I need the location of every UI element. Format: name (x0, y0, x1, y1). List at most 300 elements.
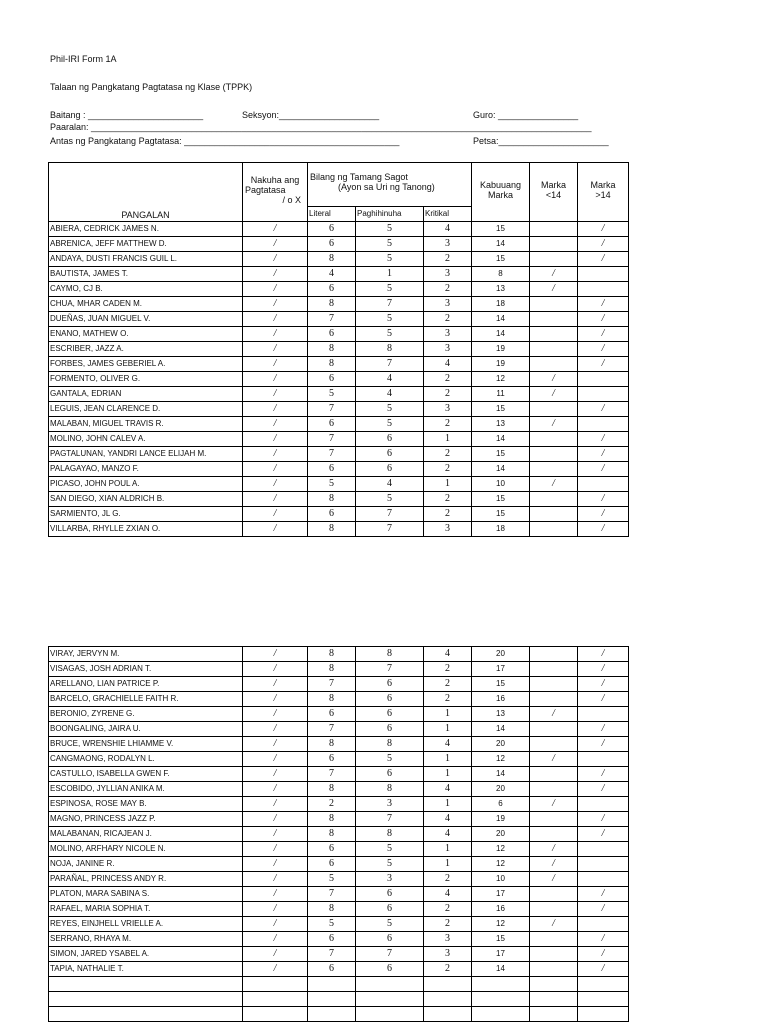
nakuha-mark: / (243, 767, 308, 782)
nakuha-mark: / (243, 737, 308, 752)
kabuuang-score: 10 (472, 477, 530, 492)
marka-lt14-mark: / (530, 797, 578, 812)
table-row (49, 977, 629, 992)
literal-score: 5 (308, 917, 356, 932)
kabuuang-score: 6 (472, 797, 530, 812)
kritikal-score: 2 (424, 447, 472, 462)
kabuuang-score: 12 (472, 857, 530, 872)
student-name: MALABANAN, RICAJEAN J. (49, 827, 243, 842)
kabuuang-score: 15 (472, 447, 530, 462)
nakuha-mark: / (243, 462, 308, 477)
paghihinuha-score: 6 (356, 677, 424, 692)
table-row (49, 662, 629, 677)
paghihinuha-score: 6 (356, 722, 424, 737)
nakuha-mark: / (243, 327, 308, 342)
paghihinuha-score: 7 (356, 507, 424, 522)
table-row (49, 462, 629, 477)
table-row (49, 812, 629, 827)
table-row (49, 432, 629, 447)
kritikal-score: 1 (424, 797, 472, 812)
kabuuang-score: 17 (472, 887, 530, 902)
form-title: Talaan ng Pangkatang Pagtatasa ng Klase (TPPK) (50, 82, 253, 92)
nakuha-mark: / (243, 372, 308, 387)
nakuha-mark: / (243, 692, 308, 707)
marka-lt14-mark: / (530, 917, 578, 932)
marka-lt14-mark (530, 297, 578, 312)
nakuha-mark: / (243, 722, 308, 737)
kritikal-score: 2 (424, 962, 472, 977)
kabuuang-score: 16 (472, 692, 530, 707)
kabuuang-score: 20 (472, 782, 530, 797)
table-row (49, 947, 629, 962)
student-name: VILLARBA, RHYLLE ZXIAN O. (49, 522, 243, 537)
literal-score: 8 (308, 297, 356, 312)
nakuha-mark: / (243, 677, 308, 692)
paghihinuha-score: 6 (356, 447, 424, 462)
paghihinuha-score: 7 (356, 357, 424, 372)
marka-lt14-mark: / (530, 872, 578, 887)
marka-gt14-mark: / (578, 887, 629, 902)
kabuuang-score (472, 1007, 530, 1022)
literal-score: 8 (308, 252, 356, 267)
student-name: MOLINO, JOHN CALEV A. (49, 432, 243, 447)
literal-score: 5 (308, 477, 356, 492)
literal-score: 6 (308, 282, 356, 297)
student-name (49, 977, 243, 992)
petsa-field: Petsa:______________________ (473, 136, 609, 146)
literal-score: 6 (308, 237, 356, 252)
marka-gt14-mark: / (578, 312, 629, 327)
kabuuang-score: 15 (472, 677, 530, 692)
nakuha-mark: / (243, 797, 308, 812)
table-row (49, 707, 629, 722)
kabuuang-score: 8 (472, 267, 530, 282)
kabuuang-score: 12 (472, 917, 530, 932)
student-name: PAGTALUNAN, YANDRI LANCE ELIJAH M. (49, 447, 243, 462)
paghihinuha-score (356, 977, 424, 992)
marka-lt14-mark (530, 812, 578, 827)
paaralan-field: Paaralan: ____________________________________________________________________________________________________ (50, 122, 592, 132)
paghihinuha-score (356, 1007, 424, 1022)
kritikal-score: 2 (424, 872, 472, 887)
marka-gt14-mark: / (578, 812, 629, 827)
kritikal-score: 2 (424, 372, 472, 387)
kabuuang-score: 10 (472, 872, 530, 887)
nakuha-mark: / (243, 432, 308, 447)
student-name: MAGNO, PRINCESS JAZZ P. (49, 812, 243, 827)
marka-lt14-mark (530, 252, 578, 267)
paghihinuha-score: 6 (356, 962, 424, 977)
paghihinuha-score: 5 (356, 252, 424, 267)
literal-score: 7 (308, 887, 356, 902)
kabuuang-score: 13 (472, 707, 530, 722)
marka-lt14-mark: / (530, 477, 578, 492)
nakuha-mark: / (243, 297, 308, 312)
kritikal-score: 1 (424, 477, 472, 492)
literal-score: 7 (308, 722, 356, 737)
student-name: GANTALA, EDRIAN (49, 387, 243, 402)
marka-lt14-mark: / (530, 387, 578, 402)
nakuha-mark: / (243, 492, 308, 507)
marka-lt14-mark (530, 342, 578, 357)
table-row (49, 522, 629, 537)
table-row (49, 857, 629, 872)
marka-lt14-mark (530, 932, 578, 947)
kabuuang-score: 15 (472, 507, 530, 522)
nakuha-mark: / (243, 812, 308, 827)
kabuuang-score: 14 (472, 237, 530, 252)
kritikal-score: 2 (424, 507, 472, 522)
student-name: NOJA, JANINE R. (49, 857, 243, 872)
kritikal-score: 2 (424, 902, 472, 917)
paghihinuha-score: 1 (356, 267, 424, 282)
marka-lt14-mark: / (530, 857, 578, 872)
kabuuang-score: 20 (472, 737, 530, 752)
column-header-marka-lt14: Marka <14 (530, 163, 578, 222)
marka-lt14-mark (530, 1007, 578, 1022)
literal-score: 8 (308, 692, 356, 707)
literal-score: 6 (308, 507, 356, 522)
paghihinuha-score: 3 (356, 797, 424, 812)
literal-score: 6 (308, 372, 356, 387)
kritikal-score: 1 (424, 722, 472, 737)
kabuuang-score: 18 (472, 297, 530, 312)
marka-lt14-mark: / (530, 267, 578, 282)
student-name: ARELLANO, LIAN PATRICE P. (49, 677, 243, 692)
kritikal-score: 2 (424, 677, 472, 692)
marka-gt14-mark (578, 372, 629, 387)
literal-score: 7 (308, 767, 356, 782)
marka-lt14-mark (530, 222, 578, 237)
student-name: PLATON, MARA SABINA S. (49, 887, 243, 902)
nakuha-mark: / (243, 857, 308, 872)
nakuha-mark (243, 977, 308, 992)
kabuuang-score: 17 (472, 662, 530, 677)
marka-lt14-mark (530, 237, 578, 252)
kritikal-score: 1 (424, 857, 472, 872)
nakuha-mark: / (243, 887, 308, 902)
table-row (49, 932, 629, 947)
table-row (49, 872, 629, 887)
literal-score: 4 (308, 267, 356, 282)
marka-lt14-mark (530, 312, 578, 327)
kritikal-score: 2 (424, 252, 472, 267)
nakuha-mark: / (243, 312, 308, 327)
table-row (49, 992, 629, 1007)
assessment-table-2 (48, 646, 629, 1022)
literal-score: 6 (308, 857, 356, 872)
kabuuang-score: 15 (472, 252, 530, 267)
kabuuang-score: 12 (472, 752, 530, 767)
kritikal-score: 2 (424, 387, 472, 402)
kritikal-score: 3 (424, 237, 472, 252)
nakuha-mark: / (243, 752, 308, 767)
marka-lt14-mark (530, 522, 578, 537)
seksyon-field: Seksyon:____________________ (242, 110, 380, 120)
paghihinuha-score: 6 (356, 462, 424, 477)
kritikal-score: 4 (424, 357, 472, 372)
kritikal-score: 3 (424, 522, 472, 537)
kabuuang-score: 15 (472, 402, 530, 417)
table-row (49, 267, 629, 282)
antas-field: Antas ng Pangkatang Pagtatasa: ___________________________________________ (50, 136, 400, 146)
table-row (49, 737, 629, 752)
paghihinuha-score: 5 (356, 402, 424, 417)
kritikal-score: 3 (424, 947, 472, 962)
marka-gt14-mark (578, 917, 629, 932)
table-row (49, 327, 629, 342)
kabuuang-score: 14 (472, 327, 530, 342)
student-name: PALAGAYAO, MANZO F. (49, 462, 243, 477)
literal-score (308, 1007, 356, 1022)
paghihinuha-score: 7 (356, 662, 424, 677)
marka-lt14-mark: / (530, 842, 578, 857)
nakuha-mark: / (243, 507, 308, 522)
literal-score: 8 (308, 662, 356, 677)
literal-score: 6 (308, 222, 356, 237)
table-row (49, 902, 629, 917)
marka-gt14-mark (578, 282, 629, 297)
table-1-body (49, 222, 629, 537)
kritikal-score (424, 977, 472, 992)
literal-score (308, 992, 356, 1007)
literal-score: 8 (308, 812, 356, 827)
kabuuang-score: 20 (472, 647, 530, 662)
paghihinuha-score: 6 (356, 707, 424, 722)
student-name: CASTULLO, ISABELLA GWEN F. (49, 767, 243, 782)
paghihinuha-score: 6 (356, 902, 424, 917)
nakuha-mark: / (243, 522, 308, 537)
marka-lt14-mark (530, 962, 578, 977)
table-row (49, 402, 629, 417)
paghihinuha-score: 5 (356, 752, 424, 767)
marka-lt14-mark (530, 737, 578, 752)
kabuuang-score: 20 (472, 827, 530, 842)
marka-gt14-mark: / (578, 722, 629, 737)
marka-gt14-mark (578, 477, 629, 492)
paghihinuha-score: 8 (356, 782, 424, 797)
literal-score: 8 (308, 647, 356, 662)
kritikal-score: 3 (424, 267, 472, 282)
literal-score: 2 (308, 797, 356, 812)
student-name: ENANO, MATHEW O. (49, 327, 243, 342)
kabuuang-score: 14 (472, 722, 530, 737)
paghihinuha-score: 7 (356, 297, 424, 312)
literal-score: 8 (308, 782, 356, 797)
marka-gt14-mark: / (578, 522, 629, 537)
paghihinuha-score: 5 (356, 917, 424, 932)
literal-score (308, 977, 356, 992)
kabuuang-score: 19 (472, 342, 530, 357)
table-row (49, 297, 629, 312)
literal-score: 8 (308, 737, 356, 752)
student-name: FORMENTO, OLIVER G. (49, 372, 243, 387)
nakuha-mark: / (243, 827, 308, 842)
kabuuang-score: 19 (472, 812, 530, 827)
marka-lt14-mark (530, 767, 578, 782)
nakuha-mark: / (243, 357, 308, 372)
student-name: VIRAY, JERVYN M. (49, 647, 243, 662)
nakuha-mark (243, 992, 308, 1007)
marka-gt14-mark: / (578, 492, 629, 507)
kritikal-score: 4 (424, 887, 472, 902)
column-header-nakuha: Nakuha ang Pagtatasa / o X (243, 163, 308, 222)
paghihinuha-score: 5 (356, 417, 424, 432)
marka-lt14-mark (530, 507, 578, 522)
nakuha-mark: / (243, 402, 308, 417)
marka-lt14-mark (530, 462, 578, 477)
kritikal-score: 2 (424, 312, 472, 327)
nakuha-mark: / (243, 267, 308, 282)
student-name: SIMON, JARED YSABEL A. (49, 947, 243, 962)
table-row (49, 222, 629, 237)
marka-gt14-mark (578, 267, 629, 282)
nakuha-mark: / (243, 252, 308, 267)
kabuuang-score: 13 (472, 417, 530, 432)
table-row (49, 917, 629, 932)
literal-score: 8 (308, 342, 356, 357)
table-row (49, 477, 629, 492)
nakuha-mark: / (243, 662, 308, 677)
kabuuang-score: 14 (472, 312, 530, 327)
marka-gt14-mark (578, 752, 629, 767)
literal-score: 8 (308, 902, 356, 917)
marka-gt14-mark (578, 842, 629, 857)
marka-gt14-mark: / (578, 947, 629, 962)
table-row (49, 342, 629, 357)
marka-gt14-mark: / (578, 962, 629, 977)
kritikal-score: 2 (424, 282, 472, 297)
student-name: BARCELO, GRACHIELLE FAITH R. (49, 692, 243, 707)
marka-lt14-mark (530, 977, 578, 992)
table-row (49, 782, 629, 797)
nakuha-mark: / (243, 222, 308, 237)
kabuuang-score: 14 (472, 767, 530, 782)
literal-score: 7 (308, 947, 356, 962)
nakuha-mark: / (243, 342, 308, 357)
literal-score: 6 (308, 327, 356, 342)
kabuuang-score: 14 (472, 462, 530, 477)
marka-gt14-mark: / (578, 447, 629, 462)
student-name: DUEÑAS, JUAN MIGUEL V. (49, 312, 243, 327)
nakuha-mark (243, 1007, 308, 1022)
student-name: ANDAYA, DUSTI FRANCIS GUIL L. (49, 252, 243, 267)
kabuuang-score: 19 (472, 357, 530, 372)
table-row (49, 962, 629, 977)
nakuha-mark: / (243, 842, 308, 857)
marka-gt14-mark (578, 387, 629, 402)
nakuha-mark: / (243, 707, 308, 722)
kabuuang-score: 12 (472, 842, 530, 857)
literal-score: 8 (308, 522, 356, 537)
paghihinuha-score: 5 (356, 312, 424, 327)
paghihinuha-score (356, 992, 424, 1007)
marka-lt14-mark: / (530, 372, 578, 387)
table-2-body (49, 647, 629, 1022)
kritikal-score (424, 992, 472, 1007)
paghihinuha-score: 5 (356, 222, 424, 237)
marka-gt14-mark: / (578, 827, 629, 842)
nakuha-mark: / (243, 947, 308, 962)
nakuha-mark: / (243, 962, 308, 977)
student-name: BOONGALING, JAIRA U. (49, 722, 243, 737)
marka-gt14-mark: / (578, 327, 629, 342)
marka-gt14-mark (578, 977, 629, 992)
paghihinuha-score: 6 (356, 887, 424, 902)
marka-lt14-mark: / (530, 282, 578, 297)
marka-lt14-mark (530, 447, 578, 462)
literal-score: 7 (308, 432, 356, 447)
student-name: BAUTISTA, JAMES T. (49, 267, 243, 282)
student-name: LEGUIS, JEAN CLARENCE D. (49, 402, 243, 417)
marka-lt14-mark (530, 327, 578, 342)
table-row (49, 752, 629, 767)
kabuuang-score: 18 (472, 522, 530, 537)
nakuha-mark: / (243, 282, 308, 297)
nakuha-mark: / (243, 417, 308, 432)
nakuha-mark: / (243, 917, 308, 932)
kritikal-score: 2 (424, 417, 472, 432)
kritikal-score: 4 (424, 782, 472, 797)
kabuuang-score: 11 (472, 387, 530, 402)
student-name: FORBES, JAMES GEBERIEL A. (49, 357, 243, 372)
kritikal-score (424, 1007, 472, 1022)
column-header-pangalan: PANGALAN (49, 163, 243, 222)
kritikal-score: 4 (424, 222, 472, 237)
paghihinuha-score: 5 (356, 237, 424, 252)
paghihinuha-score: 5 (356, 282, 424, 297)
table-row (49, 447, 629, 462)
marka-gt14-mark: / (578, 222, 629, 237)
literal-score: 6 (308, 932, 356, 947)
nakuha-mark: / (243, 387, 308, 402)
kritikal-score: 1 (424, 842, 472, 857)
student-name: ESCRIBER, JAZZ A. (49, 342, 243, 357)
marka-gt14-mark (578, 417, 629, 432)
paghihinuha-score: 5 (356, 327, 424, 342)
marka-lt14-mark: / (530, 417, 578, 432)
literal-score: 6 (308, 842, 356, 857)
marka-gt14-mark (578, 1007, 629, 1022)
table-row (49, 647, 629, 662)
paghihinuha-score: 5 (356, 492, 424, 507)
kritikal-score: 4 (424, 827, 472, 842)
table-row (49, 252, 629, 267)
kabuuang-score: 14 (472, 432, 530, 447)
nakuha-mark: / (243, 932, 308, 947)
student-name: BERONIO, ZYRENE G. (49, 707, 243, 722)
literal-score: 6 (308, 417, 356, 432)
marka-gt14-mark: / (578, 297, 629, 312)
marka-gt14-mark: / (578, 507, 629, 522)
table-row (49, 372, 629, 387)
paghihinuha-score: 7 (356, 947, 424, 962)
marka-lt14-mark (530, 722, 578, 737)
student-name: BRUCE, WRENSHIE LHIAMME V. (49, 737, 243, 752)
marka-lt14-mark (530, 827, 578, 842)
literal-score: 7 (308, 677, 356, 692)
table-row (49, 677, 629, 692)
table-row (49, 1007, 629, 1022)
kabuuang-score (472, 992, 530, 1007)
baitang-field: Baitang : _______________________ (50, 110, 204, 120)
kabuuang-score: 14 (472, 962, 530, 977)
kritikal-score: 3 (424, 327, 472, 342)
marka-lt14-mark: / (530, 707, 578, 722)
kritikal-score: 4 (424, 812, 472, 827)
kritikal-score: 4 (424, 647, 472, 662)
student-name: ABIERA, CEDRICK JAMES N. (49, 222, 243, 237)
